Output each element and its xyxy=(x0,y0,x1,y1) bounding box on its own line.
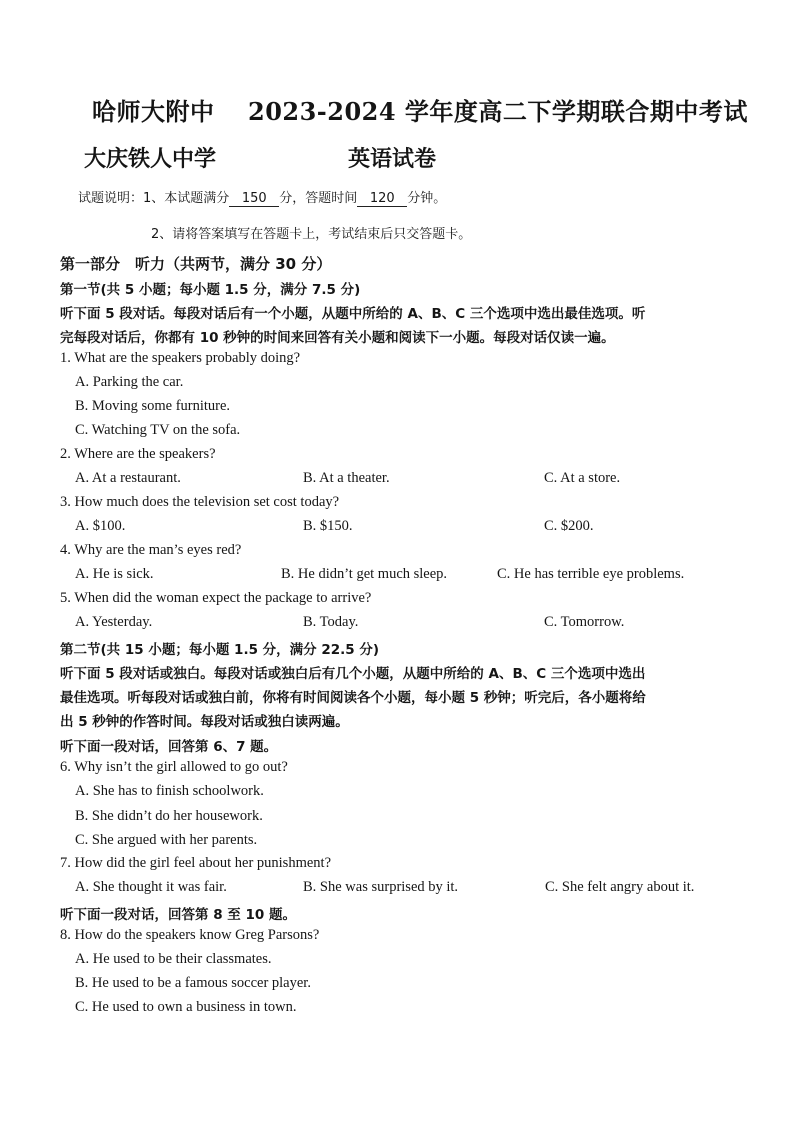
option-a: A. At a restaurant. xyxy=(75,470,181,486)
note-text: 试题说明：1、本试题满分 xyxy=(78,191,230,206)
question-stem: 5. When did the woman expect the package to arrive? xyxy=(60,590,372,606)
option-b: B. He didn’t get much sleep. xyxy=(281,566,448,582)
option-b: B. She was surprised by it. xyxy=(303,879,459,895)
note-text: 分钟。 xyxy=(407,191,447,206)
option-a: A. She thought it was fair. xyxy=(75,879,227,895)
exam-note-1 xyxy=(78,187,446,207)
option-a: A. $100. xyxy=(75,518,126,534)
option-c: C. She argued with her parents. xyxy=(75,832,258,848)
option-c: C. She felt angry about it. xyxy=(545,879,695,895)
option-c: C. At a store. xyxy=(544,470,621,486)
option-b: B. She didn’t do her housework. xyxy=(75,808,263,824)
section-2-title: 第二节(共 15 小题；每小题 1.5 分，满分 22.5 分) xyxy=(60,642,380,658)
exam-title: 2023-2024 学年度高二下学期联合期中考试 xyxy=(248,97,748,126)
question-stem: 8. How do the speakers know Greg Parsons? xyxy=(60,927,320,943)
option-b: B. Today. xyxy=(303,614,359,630)
section-1-instruction: 完每段对话后，你都有 10 秒钟的时间来回答有关小题和阅读下一小题。每段对话仅读一遍。 xyxy=(60,330,615,346)
question-stem: 1. What are the speakers probably doing? xyxy=(60,350,301,366)
option-c: C. He used to own a business in town. xyxy=(75,999,297,1015)
school-name-2: 大庆铁人中学 xyxy=(84,146,217,172)
note-text: 分，答题时间 xyxy=(279,191,358,206)
part-title: 第一部分 听力（共两节，满分 30 分） xyxy=(60,255,332,273)
option-a: A. Yesterday. xyxy=(75,614,153,630)
question-stem: 2. Where are the speakers? xyxy=(60,446,216,462)
section-1-title: 第一节(共 5 小题；每小题 1.5 分，满分 7.5 分) xyxy=(60,282,361,298)
option-a: A. He used to be their classmates. xyxy=(75,951,272,967)
section-2-instruction: 听下面 5 段对话或独白。每段对话或独白后有几个小题，从题中所给的 A、B、C 三个选项中选出 xyxy=(60,666,646,682)
option-b: B. At a theater. xyxy=(303,470,390,486)
option-c: C. He has terrible eye problems. xyxy=(497,566,685,582)
question-stem: 3. How much does the television set cost today? xyxy=(60,494,340,510)
section-2-instruction: 出 5 秒钟的作答时间。每段对话或独白读两遍。 xyxy=(60,714,349,730)
option-b: B. Moving some furniture. xyxy=(75,398,231,414)
exam-note-2: 2、请将答案填写在答题卡上，考试结束后只交答题卡。 xyxy=(151,227,472,242)
question-stem: 7. How did the girl feel about her punishment? xyxy=(60,855,332,871)
option-b: B. He used to be a famous soccer player. xyxy=(75,975,311,991)
time-blank: 120 xyxy=(357,191,407,207)
group-instruction: 听下面一段对话，回答第 6、7 题。 xyxy=(60,739,278,755)
option-c: C. Watching TV on the sofa. xyxy=(75,422,241,438)
school-name-1: 哈师大附中 xyxy=(92,97,215,126)
option-a: A. He is sick. xyxy=(75,566,154,582)
section-1-instruction: 听下面 5 段对话。每段对话后有一个小题，从题中所给的 A、B、C 三个选项中选出最佳选项。听 xyxy=(60,306,646,322)
full-score-blank: 150 xyxy=(229,191,279,207)
question-stem: 4. Why are the man’s eyes red? xyxy=(60,542,242,558)
option-a: A. Parking the car. xyxy=(75,374,184,390)
group-instruction: 听下面一段对话，回答第 8 至 10 题。 xyxy=(60,907,296,923)
option-c: C. Tomorrow. xyxy=(544,614,625,630)
section-2-instruction: 最佳选项。听每段对话或独白前，你将有时间阅读各个小题，每小题 5 秒钟；听完后，各小题将给 xyxy=(60,690,646,706)
subject-title: 英语试卷 xyxy=(348,146,437,172)
option-b: B. $150. xyxy=(303,518,353,534)
question-stem: 6. Why isn’t the girl allowed to go out? xyxy=(60,759,288,775)
option-a: A. She has to finish schoolwork. xyxy=(75,783,264,799)
option-c: C. $200. xyxy=(544,518,594,534)
